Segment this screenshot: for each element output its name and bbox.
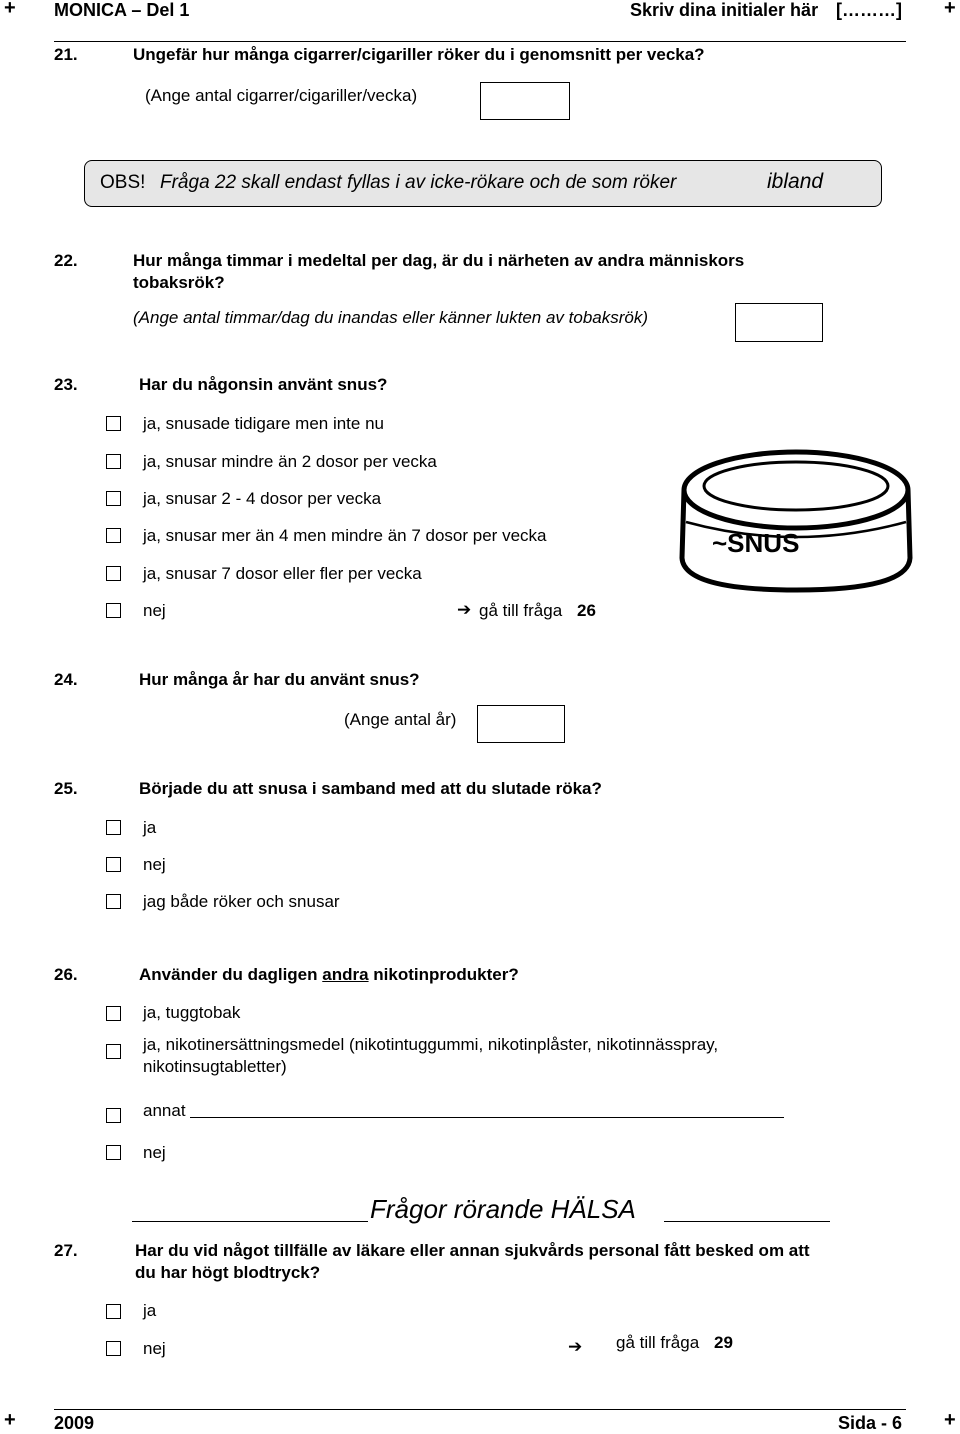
q26-option-2-checkbox[interactable] xyxy=(106,1044,121,1059)
obs-prefix: OBS! xyxy=(100,172,146,193)
q22-question-line2: tobaksrök? xyxy=(133,273,225,292)
q26-question xyxy=(139,965,519,985)
q23-option-5-label: ja, snusar 7 dosor eller fler per vecka xyxy=(143,564,422,583)
q21-number: 21. xyxy=(54,45,78,64)
q27-skip-text: gå till fråga xyxy=(616,1333,700,1352)
footer-page-number: Sida - 6 xyxy=(838,1413,903,1433)
q25-option-1-label: ja xyxy=(143,818,157,837)
q26-option-1-label: ja, tuggtobak xyxy=(143,1003,241,1022)
q25-option-3-label: jag både röker och snusar xyxy=(143,892,340,911)
q23-number: 23. xyxy=(54,375,78,394)
q23-option-3-checkbox[interactable] xyxy=(106,491,121,506)
q27-option-1-label: ja xyxy=(143,1301,157,1320)
q27-option-2-checkbox[interactable] xyxy=(106,1341,121,1356)
q27-skip-arrow-icon: ➔ xyxy=(568,1337,583,1356)
crop-mark-top-left: + xyxy=(4,0,16,19)
section-rule-right xyxy=(664,1221,830,1222)
q23-option-2-label: ja, snusar mindre än 2 dosor per vecka xyxy=(143,452,437,471)
form-title: MONICA – Del 1 xyxy=(54,0,190,20)
q23-skip-target: 26 xyxy=(577,601,596,620)
q26-option-1-checkbox[interactable] xyxy=(106,1006,121,1021)
q23-option-3-label: ja, snusar 2 - 4 dosor per vecka xyxy=(143,489,382,508)
snus-label: ~SNUS xyxy=(712,528,800,558)
q25-option-3-checkbox[interactable] xyxy=(106,894,121,909)
q21-question: Ungefär hur många cigarrer/cigariller röker du i genomsnitt per vecka? xyxy=(133,45,705,64)
q23-option-4-label: ja, snusar mer än 4 men mindre än 7 dosor per vecka xyxy=(143,526,547,545)
q26-option-2-label-line2: nikotinsugtabletter) xyxy=(143,1057,287,1076)
q26-option-4-label: nej xyxy=(143,1143,166,1162)
section-title: Frågor rörande HÄLSA xyxy=(370,1194,636,1224)
q23-option-2-checkbox[interactable] xyxy=(106,454,121,469)
q23-option-1-checkbox[interactable] xyxy=(106,416,121,431)
obs-emphasis: ibland xyxy=(767,170,824,193)
q26-other-input-line[interactable] xyxy=(190,1117,784,1118)
q25-option-2-checkbox[interactable] xyxy=(106,857,121,872)
crop-mark-top-right: + xyxy=(944,0,956,19)
crop-mark-bottom-right: + xyxy=(944,1409,956,1431)
q27-option-1-checkbox[interactable] xyxy=(106,1304,121,1319)
q26-option-3-label: annat xyxy=(143,1101,186,1120)
q21-answer-box[interactable] xyxy=(480,82,570,120)
q23-question: Har du någonsin använt snus? xyxy=(139,375,388,394)
q27-question-line1: Har du vid något tillfälle av läkare eller annan sjukvårds personal fått besked om att xyxy=(135,1241,810,1260)
q22-answer-box[interactable] xyxy=(735,303,823,342)
initials-label: Skriv dina initialer här xyxy=(630,0,819,20)
q23-option-4-checkbox[interactable] xyxy=(106,528,121,543)
q23-skip-arrow-icon: ➔ xyxy=(457,600,472,619)
header-rule xyxy=(54,41,906,42)
q25-option-1-checkbox[interactable] xyxy=(106,820,121,835)
q27-skip-target: 29 xyxy=(714,1333,733,1352)
q22-instruction: (Ange antal timmar/dag du inandas eller känner lukten av tobaksrök) xyxy=(133,308,649,327)
q21-instruction: (Ange antal cigarrer/cigariller/vecka) xyxy=(145,86,418,105)
q26-option-2-label: ja, nikotinersättningsmedel (nikotintuggummi, nikotinplåster, nikotinnässpray, xyxy=(143,1035,719,1054)
q27-question-line2: du har högt blodtryck? xyxy=(135,1263,321,1282)
q24-instruction: (Ange antal år) xyxy=(344,710,457,729)
q25-number: 25. xyxy=(54,779,78,798)
footer-rule xyxy=(54,1409,906,1410)
q26-option-4-checkbox[interactable] xyxy=(106,1145,121,1160)
q26-option-3-checkbox[interactable] xyxy=(106,1108,121,1123)
q26-question-post: nikotinprodukter? xyxy=(373,965,519,984)
section-rule-left xyxy=(132,1221,368,1222)
q25-option-2-label: nej xyxy=(143,855,166,874)
q26-question-underlined: andra xyxy=(322,965,369,984)
crop-mark-bottom-left: + xyxy=(4,1409,16,1431)
q23-skip-text: gå till fråga xyxy=(479,601,563,620)
q24-question: Hur många år har du använt snus? xyxy=(139,670,420,689)
initials-field[interactable]: [………] xyxy=(836,0,902,20)
q25-question: Började du att snusa i samband med att du slutade röka? xyxy=(139,779,602,798)
q24-number: 24. xyxy=(54,670,78,689)
q23-option-5-checkbox[interactable] xyxy=(106,566,121,581)
snus-tin-illustration xyxy=(672,440,922,600)
q23-option-6-label: nej xyxy=(143,601,166,620)
q22-question-line1: Hur många timmar i medeltal per dag, är du i närheten av andra människors xyxy=(133,251,745,270)
q22-number: 22. xyxy=(54,251,78,270)
q27-option-2-label: nej xyxy=(143,1339,166,1358)
obs-text: Fråga 22 skall endast fyllas i av icke-rökare och de som röker xyxy=(160,172,677,193)
q27-number: 27. xyxy=(54,1241,78,1260)
footer-year: 2009 xyxy=(54,1413,95,1433)
q26-number: 26. xyxy=(54,965,78,984)
q24-answer-box[interactable] xyxy=(477,705,565,743)
q23-option-6-checkbox[interactable] xyxy=(106,603,121,618)
q26-question-pre: Använder du dagligen xyxy=(139,965,318,984)
q23-option-1-label: ja, snusade tidigare men inte nu xyxy=(143,414,384,433)
